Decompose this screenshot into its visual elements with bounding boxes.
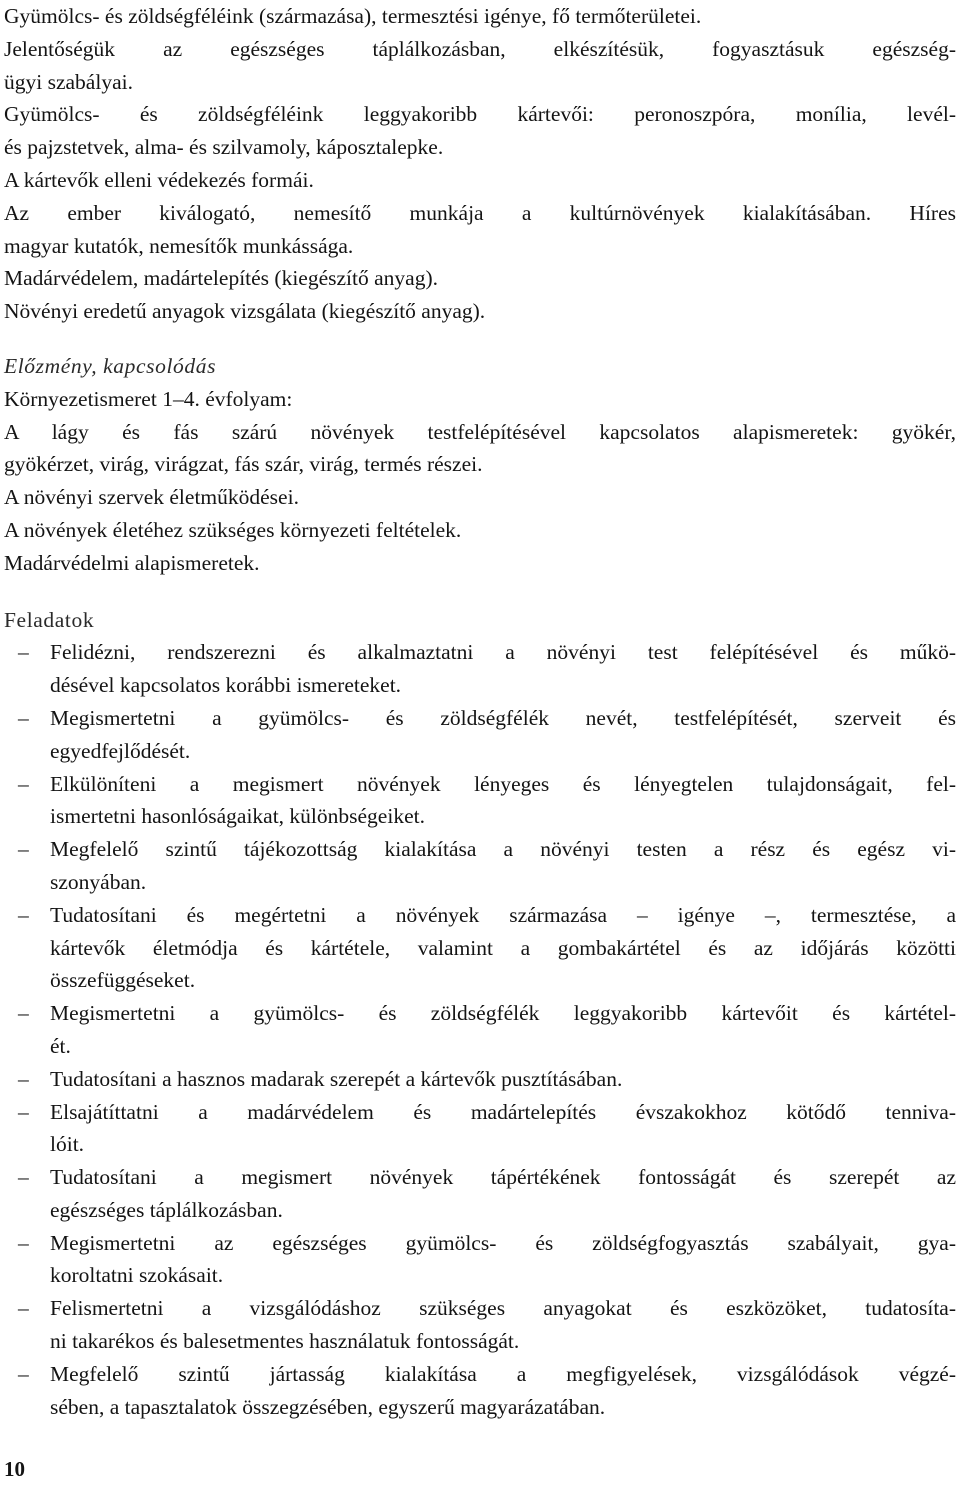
task-item bbox=[4, 702, 956, 768]
task-item bbox=[4, 768, 956, 834]
intro-line: magyar kutatók, nemesítők munkássága. bbox=[4, 233, 354, 258]
tasks-section bbox=[4, 604, 956, 1424]
task-line: szonyában. bbox=[50, 869, 147, 894]
task-line: Elkülöníteni a megismert növények lényeges és lényegtelen tulajdonságait, fel- bbox=[50, 771, 956, 796]
prerequisites-line: Környezetismeret 1–4. évfolyam: bbox=[4, 386, 293, 411]
task-line: Elsajátíttatni a madárvédelem és madártelepítés évszakokhoz kötődő tenniva- bbox=[50, 1099, 956, 1124]
task-item bbox=[4, 636, 956, 702]
task-line: sében, a tapasztalatok összegzésében, egyszerű magyarázatában. bbox=[50, 1394, 606, 1419]
task-line: Megfelelő szintű tájékozottság kialakítása a növényi testen a rész és egész vi- bbox=[50, 837, 956, 862]
intro-line: A kártevők elleni védekezés formái. bbox=[4, 167, 314, 192]
task-line: lóit. bbox=[50, 1132, 85, 1157]
task-line: Tudatosítani a hasznos madarak szerepét a kártevők pusztításában. bbox=[50, 1066, 623, 1091]
prerequisites-line: A növényi szervek életműködései. bbox=[4, 485, 299, 510]
task-line: koroltatni szokásait. bbox=[50, 1263, 224, 1288]
tasks-heading: Feladatok bbox=[4, 607, 95, 632]
task-line: Tudatosítani a megismert növények tápértékének fontosságát és szerepét az bbox=[50, 1165, 956, 1190]
task-line: Megismertetni a gyümölcs- és zöldségfélék leggyakoribb kártevőit és kártétel- bbox=[50, 1001, 956, 1026]
task-line: kártevők életmódja és kártétele, valamint a gombakártétel és az időjárás közötti bbox=[50, 935, 956, 960]
prerequisites-line: gyökérzet, virág, virágzat, fás szár, virág, termés részei. bbox=[4, 452, 483, 477]
intro-line: Az ember kiválogató, nemesítő munkája a kultúrnövények kialakításában. Híres bbox=[4, 200, 956, 225]
task-line: Megfelelő szintű jártasság kialakítása a megfigyelések, vizsgálódások végzé- bbox=[50, 1361, 956, 1386]
task-line: összefüggéseket. bbox=[50, 968, 196, 993]
task-line: désével kapcsolatos korábbi ismereteket. bbox=[50, 673, 402, 698]
dash-bullet: – bbox=[18, 902, 29, 927]
task-line: ni takarékos és balesetmentes használatuk fontosságát. bbox=[50, 1329, 520, 1354]
task-line: Felismertetni a vizsgálódáshoz szükséges anyagokat és eszközöket, tudatosíta- bbox=[50, 1296, 956, 1321]
task-item bbox=[4, 1227, 956, 1293]
task-item bbox=[4, 1292, 956, 1358]
task-line: ét. bbox=[50, 1033, 71, 1058]
dash-bullet: – bbox=[18, 1066, 29, 1091]
task-item bbox=[4, 1096, 956, 1162]
dash-bullet: – bbox=[18, 640, 29, 665]
task-line: Tudatosítani és megértetni a növények származása – igénye –, termesztése, a bbox=[50, 902, 956, 927]
task-item bbox=[4, 1358, 956, 1424]
task-line: egyedfejlődését. bbox=[50, 738, 191, 763]
task-line: Felidézni, rendszerezni és alkalmaztatni a növényi test felépítésével és műkö- bbox=[50, 640, 956, 665]
dash-bullet: – bbox=[18, 1165, 29, 1190]
intro-line: Növényi eredetű anyagok vizsgálata (kiegészítő anyag). bbox=[4, 299, 486, 324]
dash-bullet: – bbox=[18, 1296, 29, 1321]
task-line: Megismertetni a gyümölcs- és zöldségfélék nevét, testfelépítését, szerveit és bbox=[50, 705, 956, 730]
task-line: egészséges táplálkozásban. bbox=[50, 1197, 283, 1222]
intro-line: Gyümölcs- és zöldségféléink (származása), termesztési igénye, fő termőterületei. bbox=[4, 4, 702, 28]
intro-line: Madárvédelem, madártelepítés (kiegészítő anyag). bbox=[4, 266, 438, 291]
task-line: ismertetni hasonlóságaikat, különbségeiket. bbox=[50, 804, 425, 829]
prerequisites-line: A növények életéhez szükséges környezeti feltételek. bbox=[4, 517, 462, 542]
intro-line: Gyümölcs- és zöldségféléink leggyakoribb kártevői: peronoszpóra, monília, levél- bbox=[4, 102, 956, 127]
intro-line: ügyi szabályai. bbox=[4, 69, 133, 94]
dash-bullet: – bbox=[18, 771, 29, 796]
dash-bullet: – bbox=[18, 837, 29, 862]
dash-bullet: – bbox=[18, 1001, 29, 1026]
intro-line: Jelentőségük az egészséges táplálkozásban, elkészítésük, fogyasztásuk egészség- bbox=[4, 36, 956, 61]
dash-bullet: – bbox=[18, 705, 29, 730]
task-item bbox=[4, 997, 956, 1063]
task-item bbox=[4, 1063, 956, 1096]
prerequisites-line: A lágy és fás szárú növények testfelépítésével kapcsolatos alapismeretek: gyökér, bbox=[4, 419, 956, 444]
task-item bbox=[4, 899, 956, 997]
page-number: 10 bbox=[4, 1457, 25, 1481]
prerequisites-section bbox=[4, 350, 956, 580]
task-item bbox=[4, 833, 956, 899]
dash-bullet: – bbox=[18, 1230, 29, 1255]
prerequisites-line: Madárvédelmi alapismeretek. bbox=[4, 550, 260, 575]
intro-line: és pajzstetvek, alma- és szilvamoly, káposztalepke. bbox=[4, 135, 444, 160]
intro-section bbox=[4, 0, 956, 328]
dash-bullet: – bbox=[18, 1099, 29, 1124]
task-line: Megismertetni az egészséges gyümölcs- és zöldségfogyasztás szabályait, gya- bbox=[50, 1230, 956, 1255]
document-page bbox=[4, 0, 956, 1423]
prerequisites-heading: Előzmény, kapcsolódás bbox=[4, 353, 217, 378]
task-item bbox=[4, 1161, 956, 1227]
dash-bullet: – bbox=[18, 1361, 29, 1386]
